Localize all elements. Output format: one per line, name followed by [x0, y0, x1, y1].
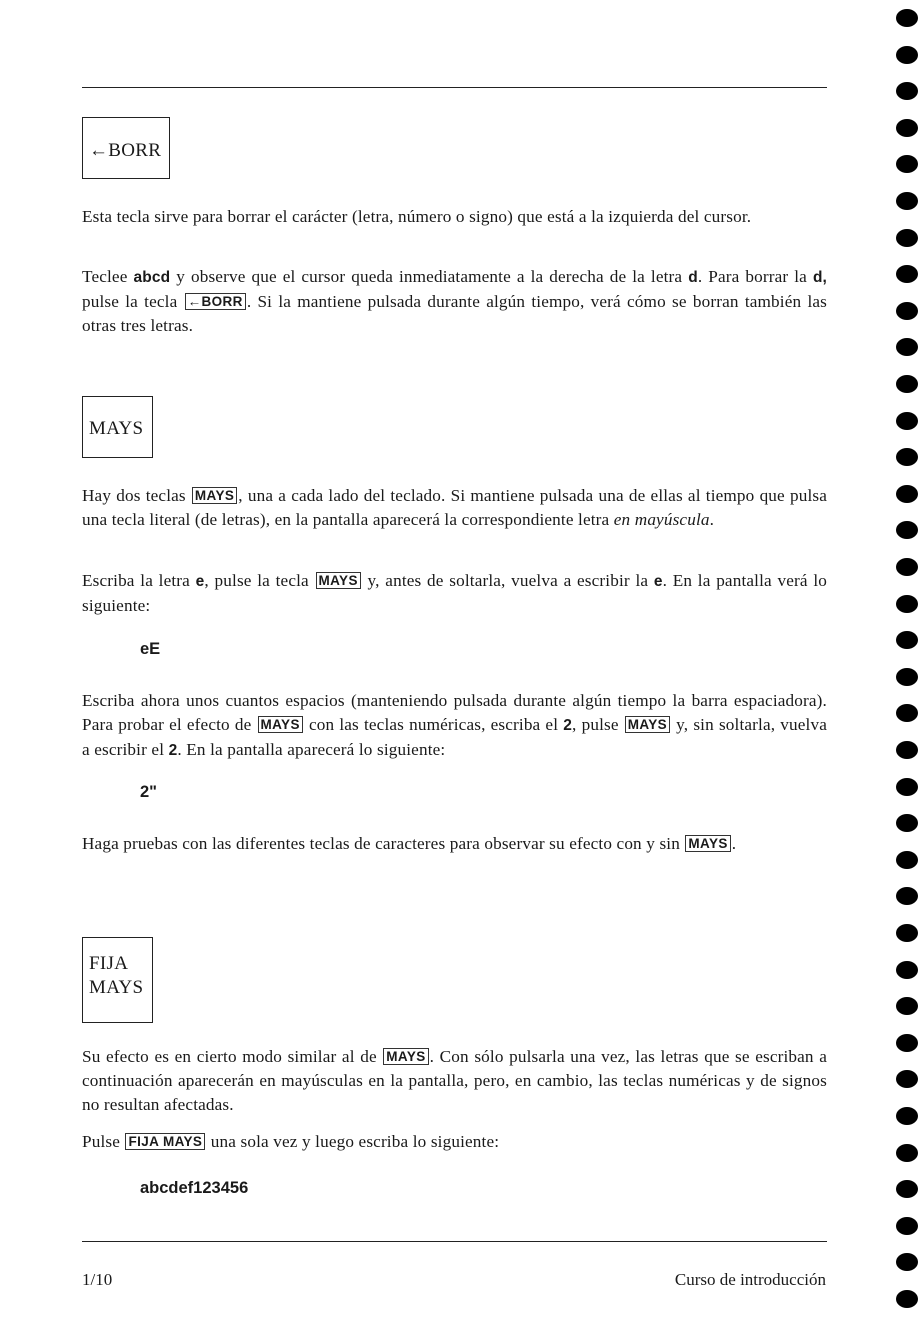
text-run: con las teclas numéricas, escriba el	[303, 715, 564, 734]
key-mays-label: MAYS	[89, 418, 144, 439]
inline-key-mays: MAYS	[685, 835, 730, 852]
binding-hole	[896, 1290, 918, 1308]
binding-hole	[896, 961, 918, 979]
binding-hole	[896, 1253, 918, 1271]
top-rule	[82, 87, 827, 88]
key-borr-label: ←BORR	[89, 140, 162, 161]
text-run: Escriba ahora unos cuantos espacios (manteniendo pulsada durante algún tiempo la barra espaciadora). Para probar el efecto de	[82, 691, 827, 734]
binding-hole	[896, 1034, 918, 1052]
binding-hole	[896, 595, 918, 613]
borr-paragraph-2	[82, 265, 827, 338]
binding-hole	[896, 119, 918, 137]
text-run: y observe que el cursor queda inmediatamente a la derecha de la letra	[170, 267, 689, 286]
inline-key-mays: MAYS	[316, 572, 361, 589]
binding-hole	[896, 997, 918, 1015]
key-fija-mays-label: MAYS	[89, 977, 144, 998]
text-run: Teclee	[82, 267, 134, 286]
mays-paragraph-3	[82, 689, 827, 763]
text-run: .	[709, 510, 715, 529]
bold-text: 2	[563, 717, 573, 734]
text-run: . En la pantalla aparecerá lo siguiente:	[177, 740, 446, 759]
bold-text: e	[195, 573, 205, 590]
text-run: Escriba la letra	[82, 571, 196, 590]
key-borr-box	[82, 117, 170, 179]
text-run: Su efecto es en cierto modo similar al de	[82, 1047, 383, 1066]
borr-paragraph-1	[82, 205, 827, 229]
bottom-rule	[82, 1241, 827, 1242]
inline-key-mays: MAYS	[192, 487, 237, 504]
binding-hole	[896, 851, 918, 869]
binding-hole	[896, 778, 918, 796]
inline-key-mays: MAYS	[258, 716, 303, 733]
example-eE: eE	[140, 640, 161, 658]
inline-key-fija-mays: FIJA MAYS	[125, 1133, 205, 1150]
binding-hole	[896, 412, 918, 430]
key-mays-box	[82, 396, 153, 458]
binding-hole	[896, 82, 918, 100]
text-run: . Para borrar la	[697, 267, 813, 286]
binding-hole	[896, 155, 918, 173]
binding-hole	[896, 558, 918, 576]
text-run: y, antes de soltarla, vuelva a escribir la	[361, 571, 654, 590]
bold-text: 2	[168, 742, 178, 759]
binding-hole	[896, 46, 918, 64]
binding-hole	[896, 704, 918, 722]
text-run: pulse la tecla	[82, 292, 184, 311]
binding-hole	[896, 9, 918, 27]
binding-hole	[896, 229, 918, 247]
italic-text: en mayúscula	[613, 510, 710, 529]
text-run: Hay dos teclas	[82, 486, 191, 505]
bold-text: d	[688, 269, 698, 286]
binding-hole	[896, 302, 918, 320]
example-abcdef123456: abcdef123456	[140, 1179, 249, 1197]
inline-key-mays: MAYS	[625, 716, 670, 733]
bold-text: abcd	[133, 269, 171, 286]
bold-text: e	[653, 573, 663, 590]
key-fija-label: FIJA	[89, 953, 129, 974]
borr-p1-text: Esta tecla sirve para borrar el carácter (letra, número o signo) que está a la izquierda del cursor.	[82, 207, 752, 226]
binding-hole	[896, 448, 918, 466]
mays-paragraph-4	[82, 832, 827, 856]
text-run: Pulse	[82, 1132, 125, 1151]
bold-text: d,	[812, 269, 828, 286]
binding-hole	[896, 814, 918, 832]
fija-paragraph-2	[82, 1130, 827, 1154]
binding-hole	[896, 375, 918, 393]
page-number: 1/10	[82, 1270, 113, 1289]
text-run: . Si la mantiene pulsada durante algún tiempo, verá cómo se borran también las otras tres letras.	[82, 292, 827, 335]
text-run: , una a cada lado del teclado. Si mantiene pulsada una de ellas al tiempo que pulsa una tecla literal (de letras), en la pantalla aparecerá la correspondiente letra	[82, 486, 828, 529]
text-run: . En la pantalla verá lo siguiente:	[82, 571, 827, 615]
mays-paragraph-1	[82, 484, 827, 532]
inline-key-borr: ←BORR	[185, 293, 246, 310]
inline-key-mays: MAYS	[383, 1048, 428, 1065]
binding-hole	[896, 265, 918, 283]
example-2-quote: 2"	[140, 783, 157, 801]
fija-paragraph-1	[82, 1045, 827, 1117]
text-run: y, sin soltarla, vuelva a escribir el	[82, 715, 827, 759]
binding-hole	[896, 1144, 918, 1162]
binding-hole	[896, 1070, 918, 1088]
binding-holes	[896, 0, 924, 1334]
binding-hole	[896, 924, 918, 942]
text-run: .	[731, 834, 737, 853]
binding-hole	[896, 887, 918, 905]
binding-hole	[896, 631, 918, 649]
binding-hole	[896, 192, 918, 210]
binding-hole	[896, 485, 918, 503]
binding-hole	[896, 1180, 918, 1198]
binding-hole	[896, 668, 918, 686]
text-run: una sola vez y luego escriba lo siguiente:	[206, 1132, 500, 1151]
text-run: . Con sólo pulsarla una vez, las letras que se escriban a continuación aparecerán en mayúsculas en la pantalla, pero, en cambio, las teclas numéricas y de signos no resultan afectadas.	[82, 1047, 827, 1114]
footer-title: Curso de introducción	[674, 1270, 826, 1289]
mays-paragraph-2	[82, 569, 827, 618]
text-run: , pulse la tecla	[204, 571, 315, 590]
binding-hole	[896, 741, 918, 759]
binding-hole	[896, 1217, 918, 1235]
text-run: , pulse	[572, 715, 624, 734]
binding-hole	[896, 1107, 918, 1125]
text-run: Haga pruebas con las diferentes teclas de caracteres para observar su efecto con y sin	[82, 834, 685, 853]
key-fija-mays-box	[82, 937, 153, 1023]
binding-hole	[896, 521, 918, 539]
binding-hole	[896, 338, 918, 356]
